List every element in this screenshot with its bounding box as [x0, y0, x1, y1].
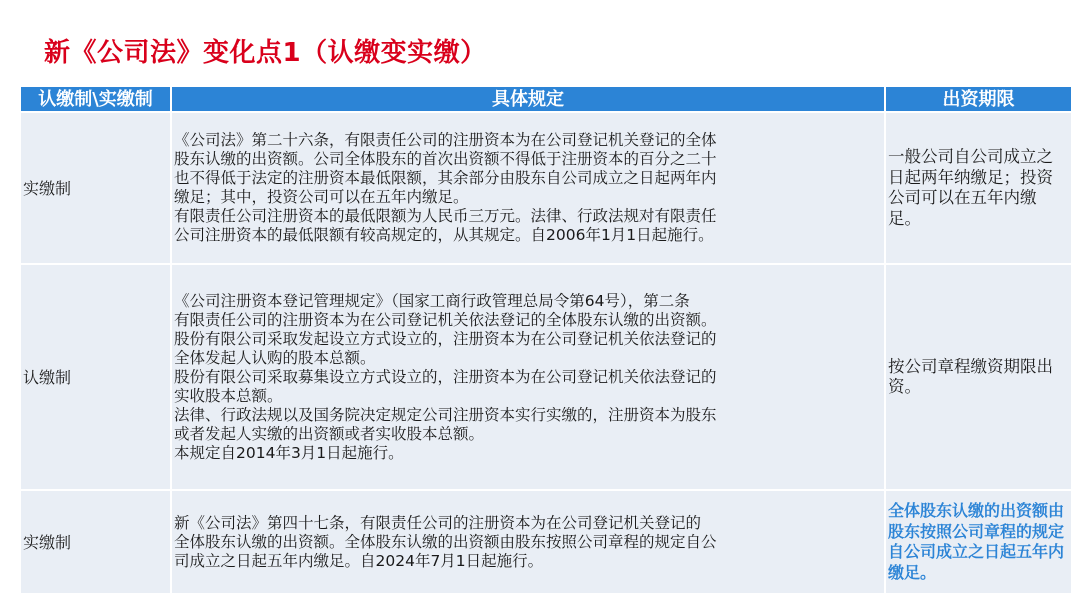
regulation-line: 《公司注册资本登记管理规定》（国家工商行政管理总局令第64号），第二条 — [174, 291, 690, 310]
regulation-line: 股东认缴的出资额。公司全体股东的首次出资额不得低于注册资本的百分之二十 — [174, 150, 717, 168]
row-type-label: 实缴制 — [21, 112, 171, 264]
regulation-line: 或者发起人实缴的出资额或者实收股本总额。 — [174, 424, 485, 443]
regulation-line: 有限责任公司的注册资本为在公司登记机关依法登记的全体股东认缴的出资额。 — [174, 310, 717, 329]
table-row — [21, 112, 1071, 264]
regulation-line: 法律、行政法规以及国务院决定规定公司注册资本实行实缴的，注册资本为股东 — [174, 405, 717, 424]
row-deadline-highlight: 全体股东认缴的出资额由股东按照公司章程的规定自公司成立之日起五年内缴足。 — [885, 490, 1071, 593]
row-deadline-text: 按公司章程缴资期限出资。 — [885, 264, 1071, 490]
regulation-line: 新《公司法》第四十七条，有限责任公司的注册资本为在公司登记机关登记的 — [174, 513, 702, 532]
regulation-line: 也不得低于法定的注册资本最低限额，其余部分由股东自公司成立之日起两年内 — [174, 169, 717, 187]
row-type-label: 认缴制 — [21, 264, 171, 490]
row-regulation-text — [171, 490, 885, 593]
regulation-line: 公司注册资本的最低限额有较高规定的，从其规定。自2006年1月1日起施行。 — [174, 226, 714, 244]
comparison-table — [21, 87, 1071, 593]
row-deadline-text: 一般公司自公司成立之日起两年纳缴足；投资公司可以在五年内缴足。 — [885, 112, 1071, 264]
regulation-line: 《公司法》第二十六条，有限责任公司的注册资本为在公司登记机关登记的全体 — [174, 131, 717, 149]
row-regulation-text — [171, 264, 885, 490]
regulation-line: 实收股本总额。 — [174, 386, 283, 405]
table-row — [21, 264, 1071, 490]
header-system-type: 认缴制\实缴制 — [21, 87, 171, 112]
slide-title: 新《公司法》变化点1（认缴变实缴） — [44, 38, 487, 68]
regulation-line: 全体发起人认购的股本总额。 — [174, 348, 376, 367]
row-regulation-text — [171, 112, 885, 264]
header-regulation: 具体规定 — [171, 87, 885, 112]
regulation-line: 缴足；其中，投资公司可以在五年内缴足。 — [174, 188, 469, 206]
regulation-line: 本规定自2014年3月1日起施行。 — [174, 443, 404, 462]
regulation-line: 有限责任公司注册资本的最低限额为人民币三万元。法律、行政法规对有限责任 — [174, 207, 717, 225]
row-type-label: 实缴制 — [21, 490, 171, 593]
header-deadline: 出资期限 — [885, 87, 1071, 112]
regulation-line: 全体股东认缴的出资额。全体股东认缴的出资额由股东按照公司章程的规定自公 — [174, 532, 717, 551]
table-row — [21, 490, 1071, 593]
table-header-row — [21, 87, 1071, 112]
regulation-line: 股份有限公司采取发起设立方式设立的，注册资本为在公司登记机关依法登记的 — [174, 329, 717, 348]
regulation-line: 司成立之日起五年内缴足。自2024年7月1日起施行。 — [174, 551, 544, 570]
regulation-line: 股份有限公司采取募集设立方式设立的，注册资本为在公司登记机关依法登记的 — [174, 367, 717, 386]
